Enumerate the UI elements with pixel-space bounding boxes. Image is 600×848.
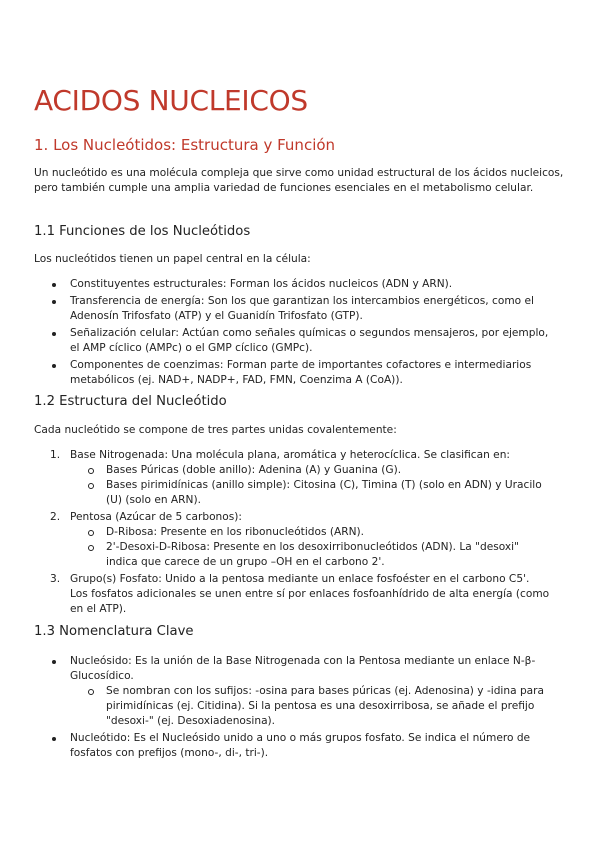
list-item: Nucleósido: Es la unión de la Base Nitrogenada con la Pentosa mediante un enlace N-β-Glucosídico. Se nombran con los sufijos: -osina para bases púricas (ej. Adenosina) y -idina para pirimidínicas (ej. Citidina). Si la pentosa es una desoxirribosa, se añade el prefijo "desoxi-" (ej. Desoxiadenosina). [34, 654, 550, 729]
sub-list [70, 463, 550, 508]
bullet-icon [52, 300, 56, 304]
hollow-bullet-icon [88, 483, 94, 489]
hollow-bullet-icon [88, 545, 94, 551]
subsection-1-2-intro: Cada nucleótido se compone de tres partes unidas covalentemente: [34, 424, 397, 436]
section-heading-1: 1. Los Nucleótidos: Estructura y Función [34, 136, 336, 154]
list-item: Componentes de coenzimas: Forman parte de importantes cofactores e intermediarios metabólicos (ej. NAD+, NADP+, FAD, FMN, Coenzima A (CoA)). [34, 358, 550, 388]
nomenclature-list [34, 654, 550, 763]
list-item: 3. Grupo(s) Fosfato: Unido a la pentosa mediante un enlace fosfoéster en el carbono C5'. Los fosfatos adicionales se unen entre sí por enlaces fosfoanhídrido de alta energía (como en el ATP). [50, 573, 550, 615]
bullet-icon [52, 283, 56, 287]
sub-list-item: Bases Púricas (doble anillo): Adenina (A) y Guanina (G). [70, 463, 550, 478]
list-item: 1. Base Nitrogenada: Una molécula plana, aromática y heterocíclica. Se clasifican en: Bases Púricas (doble anillo): Adenina (A) y Guanina (G). Bases pirimidínicas (anillo simple): Citosina (C), Timina (T) (solo en ADN) y Uracilo (U) (solo en ARN). [34, 448, 550, 508]
sub-list-item: 2'-Desoxi-D-Ribosa: Presente en los desoxirribonucleótidos (ADN). La "desoxi" indica que carece de un grupo –OH en el carbono 2'. [70, 540, 550, 570]
subsection-heading-1-3: 1.3 Nomenclatura Clave [34, 624, 194, 639]
sub-list-item: Se nombran con los sufijos: -osina para bases púricas (ej. Adenosina) y -idina para pirimidínicas (ej. Citidina). Si la pentosa es una desoxirribosa, se añade el prefijo "desoxi-" (ej. Desoxiadenosina). [70, 684, 550, 729]
section-1-intro: Un nucleótido es una molécula compleja que sirve como unidad estructural de los ácidos nucleicos, pero también cumple una amplia variedad de funciones esenciales en el metabolismo celular. [34, 167, 564, 194]
list-number: 3. [50, 573, 61, 585]
sub-list-item: D-Ribosa: Presente en los ribonucleótidos (ARN). [70, 525, 550, 540]
subsection-1-1-intro: Los nucleótidos tienen un papel central en la célula: [34, 253, 311, 265]
list-number: 2. [50, 511, 61, 523]
subsection-heading-1-1: 1.1 Funciones de los Nucleótidos [34, 224, 251, 239]
hollow-bullet-icon [88, 468, 94, 474]
sub-list [70, 684, 550, 729]
bullet-icon [52, 332, 56, 336]
bullet-icon [52, 660, 56, 664]
list-item: Nucleótido: Es el Nucleósido unido a uno o más grupos fosfato. Se indica el número de fosfatos con prefijos (mono-, di-, tri-). [34, 731, 550, 761]
page-title: ACIDOS NUCLEICOS [34, 84, 308, 117]
subsection-heading-1-2: 1.2 Estructura del Nucleótido [34, 394, 227, 409]
list-item: Constituyentes estructurales: Forman los ácidos nucleicos (ADN y ARN). [34, 277, 550, 292]
list-item: 2. Pentosa (Azúcar de 5 carbonos): D-Ribosa: Presente en los ribonucleótidos (ARN). 2'-Desoxi-D-Ribosa: Presente en los desoxirribonucleótidos (ADN). La "desoxi" indica que carece de un grupo –OH en el carbono 2'. [34, 510, 550, 570]
list-number: 1. [50, 449, 61, 461]
hollow-bullet-icon [88, 689, 94, 695]
hollow-bullet-icon [88, 530, 94, 536]
structure-list [34, 448, 550, 619]
sub-list-item: Bases pirimidínicas (anillo simple): Citosina (C), Timina (T) (solo en ADN) y Uracilo (U) (solo en ARN). [70, 478, 550, 508]
bullet-icon [52, 737, 56, 741]
list-item: Transferencia de energía: Son los que garantizan los intercambios energéticos, como el Adenosín Trifosfato (ATP) y el Guanidín Trifosfato (GTP). [34, 294, 550, 324]
list-item: Señalización celular: Actúan como señales químicas o segundos mensajeros, por ejemplo, el AMP cíclico (AMPc) o el GMP cíclico (GMPc). [34, 326, 550, 356]
bullet-icon [52, 364, 56, 368]
functions-list [34, 277, 550, 390]
sub-list [70, 525, 550, 570]
